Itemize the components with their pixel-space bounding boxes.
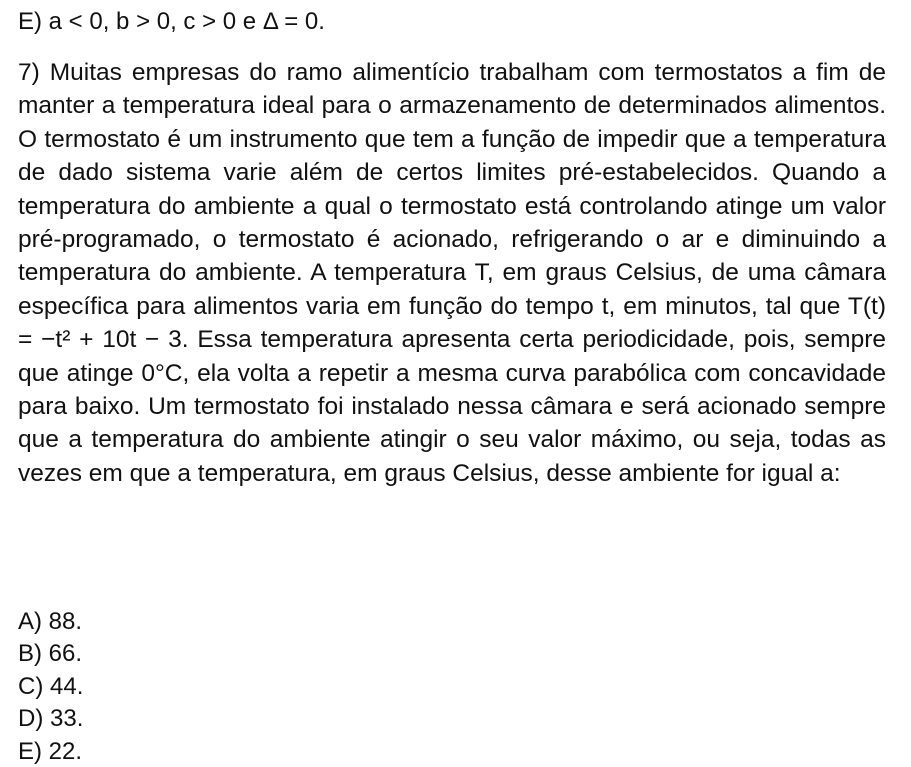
- previous-question-option-e: E) a < 0, b > 0, c > 0 e Δ = 0.: [18, 8, 325, 35]
- question-7: [18, 56, 886, 490]
- answer-options: [18, 606, 83, 767]
- option-e: E) 22.: [18, 737, 83, 765]
- option-a: A) 88.: [18, 608, 83, 635]
- option-c: C) 44.: [18, 672, 84, 700]
- question-text: 7) Muitas empresas do ramo alimentício trabalham com termostatos a fim de manter a temperatura ideal para o armazenamento de determinados alimentos. O termostato é um instrumento que tem a função de impedir que a temperatura de dado sistema varie além de certos limites pré-estabelecidos. Quando a temperatura do ambiente a qual o termostato está controlando atinge um valor pré-programado, o termostato é acionado, refrigerando o ar e diminuindo a temperatura do ambiente. A temperatura T, em graus Celsius, de uma câmara específica para alimentos varia em função do tempo t, em minutos, tal que T(t) = −t² + 10t − 3. Essa temperatura apresenta certa periodicidade, pois, sempre que atinge 0°C, ela volta a repetir a mesma curva parabólica com concavidade para baixo. Um termostato foi instalado nessa câmara e será acionado sempre que a temperatura do ambiente atingir o seu valor máximo, ou seja, todas as vezes em que a temperatura, em graus Celsius, desse ambiente for igual a:: [18, 59, 886, 487]
- option-b: B) 66.: [18, 640, 83, 668]
- option-d: D) 33.: [18, 705, 84, 733]
